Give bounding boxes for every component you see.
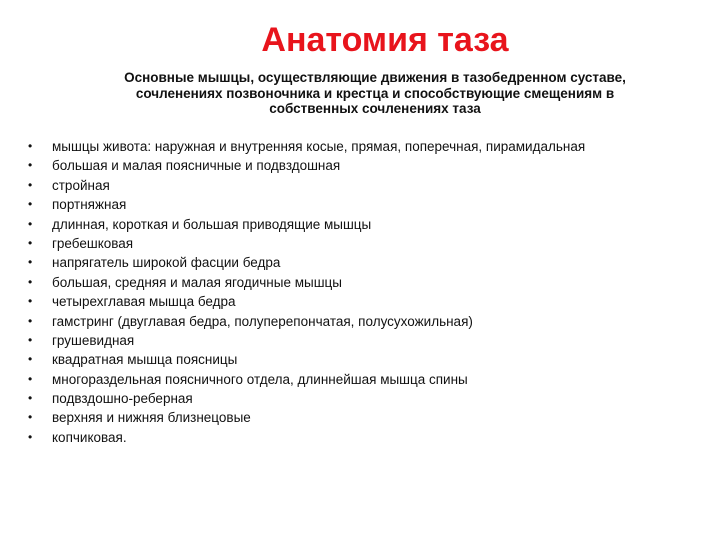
list-item [0, 195, 720, 214]
list-item [0, 428, 720, 447]
bullet-icon: • [28, 294, 33, 309]
list-item-text: большая, средняя и малая ягодичные мышцы [52, 274, 342, 290]
bullet-icon: • [28, 391, 33, 406]
list-item-text: напрягатель широкой фасции бедра [52, 255, 281, 271]
list-item [0, 156, 720, 175]
slide-subtitle [60, 70, 690, 117]
bullet-icon: • [28, 158, 33, 173]
bullet-icon: • [28, 429, 33, 444]
bullet-icon: • [28, 255, 33, 270]
list-item-text: грушевидная [52, 332, 135, 348]
list-item [0, 350, 720, 369]
list-item [0, 137, 720, 156]
bullet-icon: • [28, 332, 33, 347]
list-item-text: гамстринг (двуглавая бедра, полуперепончатая, полусухожильная) [52, 313, 473, 329]
bullet-icon: • [28, 139, 33, 153]
bullet-icon: • [28, 274, 33, 289]
list-item-text: подвздошно-реберная [52, 391, 193, 407]
list-item-text: многораздельная поясничного отдела, длиннейшая мышца спины [52, 371, 468, 387]
list-item [0, 312, 720, 331]
slide-title: Анатомия таза [261, 21, 509, 59]
list-item-text: мышцы живота: наружная и внутренняя косые, прямая, поперечная, пирамидальная [52, 139, 586, 154]
muscle-list [0, 137, 720, 447]
bullet-icon: • [28, 235, 33, 250]
list-item [0, 389, 720, 408]
bullet-icon: • [28, 313, 33, 328]
list-item [0, 176, 720, 195]
list-item-text: копчиковая. [52, 429, 127, 445]
subtitle-line: собственных сочленениях таза [269, 101, 481, 116]
list-item [0, 234, 720, 253]
list-item-text: длинная, короткая и большая приводящие мышцы [52, 216, 372, 232]
list-item [0, 370, 720, 389]
list-item [0, 215, 720, 234]
list-item-text: гребешковая [52, 235, 134, 251]
list-item [0, 253, 720, 272]
bullet-icon: • [28, 371, 33, 386]
list-item [0, 292, 720, 311]
bullet-icon: • [28, 410, 33, 425]
subtitle-line: Основные мышцы, осуществляющие движения в тазобедренном суставе, [124, 70, 626, 85]
list-item [0, 273, 720, 292]
bullet-icon: • [28, 216, 33, 231]
list-item-text: большая и малая поясничные и подвздошная [52, 158, 341, 174]
list-item-text: квадратная мышца поясницы [52, 352, 238, 368]
list-item-text: портняжная [52, 197, 127, 213]
list-item-text: четырехглавая мышца бедра [52, 294, 236, 310]
list-item-text: стройная [52, 177, 110, 193]
bullet-icon: • [28, 352, 33, 367]
list-item-text: верхняя и нижняя близнецовые [52, 410, 251, 426]
list-item [0, 408, 720, 427]
bullet-icon: • [28, 177, 33, 192]
list-item [0, 331, 720, 350]
subtitle-line: сочленениях позвоночника и крестца и способствующие смещениям в [135, 85, 615, 101]
bullet-icon: • [28, 197, 33, 212]
